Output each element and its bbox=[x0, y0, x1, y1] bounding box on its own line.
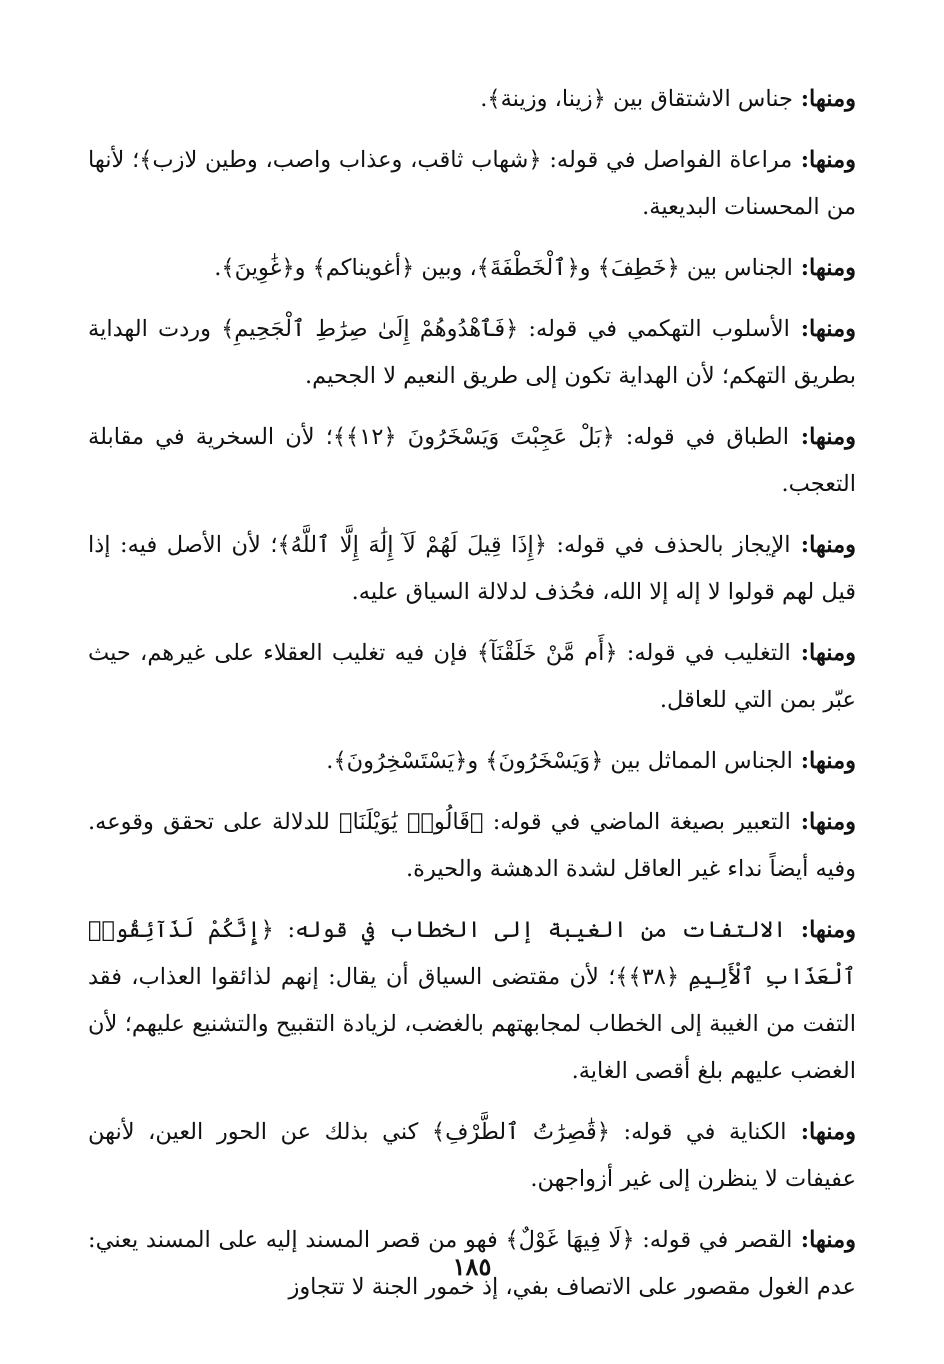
paragraph bbox=[88, 1109, 856, 1203]
paragraph bbox=[88, 137, 856, 231]
paragraph-text: التعبير بصيغة الماضي في قوله: ﴿قَالُوا۟ يَٰوَيْلَنَا﴾ للدلالة على تحقق وقوعه. وفيه أيضاً نداء غير العاقل لشدة الدهشة والحيرة. bbox=[88, 809, 856, 882]
paragraph bbox=[88, 907, 856, 1095]
paragraph-lead: ومنها: bbox=[789, 316, 856, 342]
paragraph-text: مراعاة الفواصل في قوله: ﴿شهاب ثاقب، وعذاب واصب، وطين لازب﴾؛ لأنها من المحسنات البديعية. bbox=[88, 147, 856, 220]
paragraph-text: الأسلوب التهكمي في قوله: ﴿فَٱهْدُوهُمْ إِلَىٰ صِرَٰطِ ٱلْجَحِيمِ﴾ وردت الهداية بطريق التهكم؛ لأن الهداية تكون إلى طريق النعيم لا الجحيم. bbox=[88, 316, 856, 389]
paragraph-text: القصر في قوله: ﴿لَا فِيهَا غَوْلٌ﴾ فهو من قصر المسند إليه على المسند يعني: عدم الغول مقصور على الاتصاف بفي، إذ خمور الجنة لا تتجاوز bbox=[88, 1227, 856, 1300]
paragraph-lead: ومنها: bbox=[790, 532, 856, 558]
paragraph bbox=[88, 245, 856, 292]
paragraph-text: الجناس بين ﴿خَطِفَ﴾ و﴿ٱلْخَطْفَةَ﴾، وبين ﴿أغويناكم﴾ و﴿غَٰوِينَ﴾. bbox=[214, 255, 793, 281]
paragraph bbox=[88, 738, 856, 785]
page-number: ١٨٥ bbox=[452, 1252, 492, 1281]
paragraph-lead: ومنها: bbox=[790, 809, 856, 835]
paragraph bbox=[88, 630, 856, 724]
paragraph-lead: ومنها: bbox=[786, 1119, 856, 1145]
paragraph-lead: ومنها: bbox=[789, 424, 857, 450]
paragraph-lead: ومنها: bbox=[792, 147, 856, 173]
paragraph bbox=[88, 799, 856, 893]
paragraph bbox=[88, 414, 856, 508]
paragraph-text: التغليب في قوله: ﴿أَم مَّنْ خَلَقْنَآ﴾ فإن فيه تغليب العقلاء على غيرهم، حيث عبّر بمن التي للعاقل. bbox=[88, 640, 856, 713]
paragraph-lead: ومنها: bbox=[792, 255, 856, 281]
paragraph-lead: ومنها: bbox=[792, 748, 856, 774]
paragraph-lead: ومنها: bbox=[790, 640, 856, 666]
paragraph-lead: ومنها: bbox=[786, 917, 857, 943]
paragraph-text: جناس الاشتقاق بين ﴿زينا، وزينة﴾. bbox=[480, 86, 793, 112]
paragraph-text: الجناس المماثل بين ﴿وَيَسْخَرُونَ﴾ و﴿يَسْتَسْخِرُونَ﴾. bbox=[326, 748, 793, 774]
paragraph bbox=[88, 522, 856, 616]
paragraph-text: الطباق في قوله: ﴿بَلْ عَجِبْتَ وَيَسْخَرُونَ ﴿١٢﴾﴾؛ لأن السخرية في مقابلة التعجب. bbox=[88, 424, 856, 497]
paragraph-lead: ومنها: bbox=[792, 1227, 857, 1253]
paragraph-text: الالتفات من الغيبة إلى الخطاب في قوله: ﴿إِنَّكُمْ لَذَآئِقُوا۟ ٱلْعَذَابِ ٱلْأَلِيمِ ﴿٣٨﴾﴾؛ لأن مقتضى السياق أن يقال: إنهم لذائقوا العذاب، فقد التفت من الغيبة إلى الخطاب لمجابهتهم بالغضب، لزيادة التقبيح والتشنيع عليهم؛ لأن الغضب عليهم بلغ أقصى الغاية. bbox=[88, 917, 856, 1084]
paragraph-text: الكناية في قوله: ﴿قَٰصِرَٰتُ ٱلطَّرْفِ﴾ كني بذلك عن الحور العين، لأنهن عفيفات لا ينظرن إلى غير أزواجهن. bbox=[88, 1119, 856, 1192]
paragraph-lead: ومنها: bbox=[792, 86, 856, 112]
paragraph bbox=[88, 76, 856, 123]
paragraph-text: الإيجاز بالحذف في قوله: ﴿إِذَا قِيلَ لَهُمْ لَآ إِلَٰهَ إِلَّا ٱللَّهُ﴾؛ لأن الأصل فيه: إذا قيل لهم قولوا لا إله إلا الله، فحُذف لدلالة السياق عليه. bbox=[88, 532, 856, 605]
paragraph bbox=[88, 306, 856, 400]
